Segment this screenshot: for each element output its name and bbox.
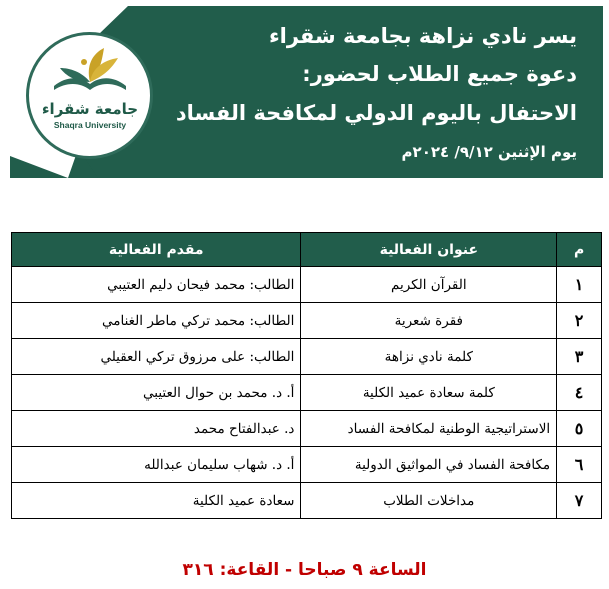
event-presenter: أ. د. شهاب سليمان عبدالله <box>12 447 301 483</box>
event-title: كلمة سعادة عميد الكلية <box>301 375 557 411</box>
logo-english-name: Shaqra University <box>53 120 127 130</box>
header-number: م <box>557 233 602 267</box>
table-row <box>12 447 602 483</box>
event-title: الاستراتيجية الوطنية لمكافحة الفساد <box>301 411 557 447</box>
table-row <box>12 411 602 447</box>
table-row <box>12 483 602 519</box>
announcement-line-1: يسر نادي نزاهة بجامعة شقراء <box>268 24 577 48</box>
event-presenter: سعادة عميد الكلية <box>12 483 301 519</box>
table-row <box>12 267 602 303</box>
event-presenter: الطالب: محمد تركي ماطر الغنامي <box>12 303 301 339</box>
announcement-line-2: دعوة جميع الطلاب لحضور: <box>302 62 577 86</box>
table-row <box>12 303 602 339</box>
row-number: ٦ <box>557 447 602 483</box>
row-number: ٢ <box>557 303 602 339</box>
shaqra-university-logo <box>48 46 132 98</box>
events-table <box>11 232 602 519</box>
table-header-row <box>12 233 602 267</box>
event-date: يوم الإثنين ٩/١٢/ ٢٠٢٤م <box>401 143 577 161</box>
header-event-title: عنوان الفعالية <box>301 233 557 267</box>
row-number: ١ <box>557 267 602 303</box>
event-title: كلمة نادي نزاهة <box>301 339 557 375</box>
table-row <box>12 375 602 411</box>
event-title: القرآن الكريم <box>301 267 557 303</box>
header-banner <box>10 6 603 178</box>
time-and-room: الساعة ٩ صباحا - القاعة: ٣١٦ <box>182 560 427 580</box>
event-title: فقرة شعرية <box>301 303 557 339</box>
row-number: ٣ <box>557 339 602 375</box>
table-row <box>12 339 602 375</box>
logo-arabic-name: جامعة شقراء <box>41 100 139 118</box>
row-number: ٥ <box>557 411 602 447</box>
event-presenter: أ. د. محمد بن حوال العتيبي <box>12 375 301 411</box>
event-presenter: الطالب: محمد فيحان دليم العتيبي <box>12 267 301 303</box>
row-number: ٧ <box>557 483 602 519</box>
event-title: مكافحة الفساد في المواثيق الدولية <box>301 447 557 483</box>
row-number: ٤ <box>557 375 602 411</box>
event-presenter: الطالب: على مرزوق تركي العقيلي <box>12 339 301 375</box>
announcement-line-3: الاحتفال باليوم الدولي لمكافحة الفساد <box>175 101 577 125</box>
event-presenter: د. عبدالفتاح محمد <box>12 411 301 447</box>
header-presenter: مقدم الفعالية <box>12 233 301 267</box>
event-title: مداخلات الطلاب <box>301 483 557 519</box>
